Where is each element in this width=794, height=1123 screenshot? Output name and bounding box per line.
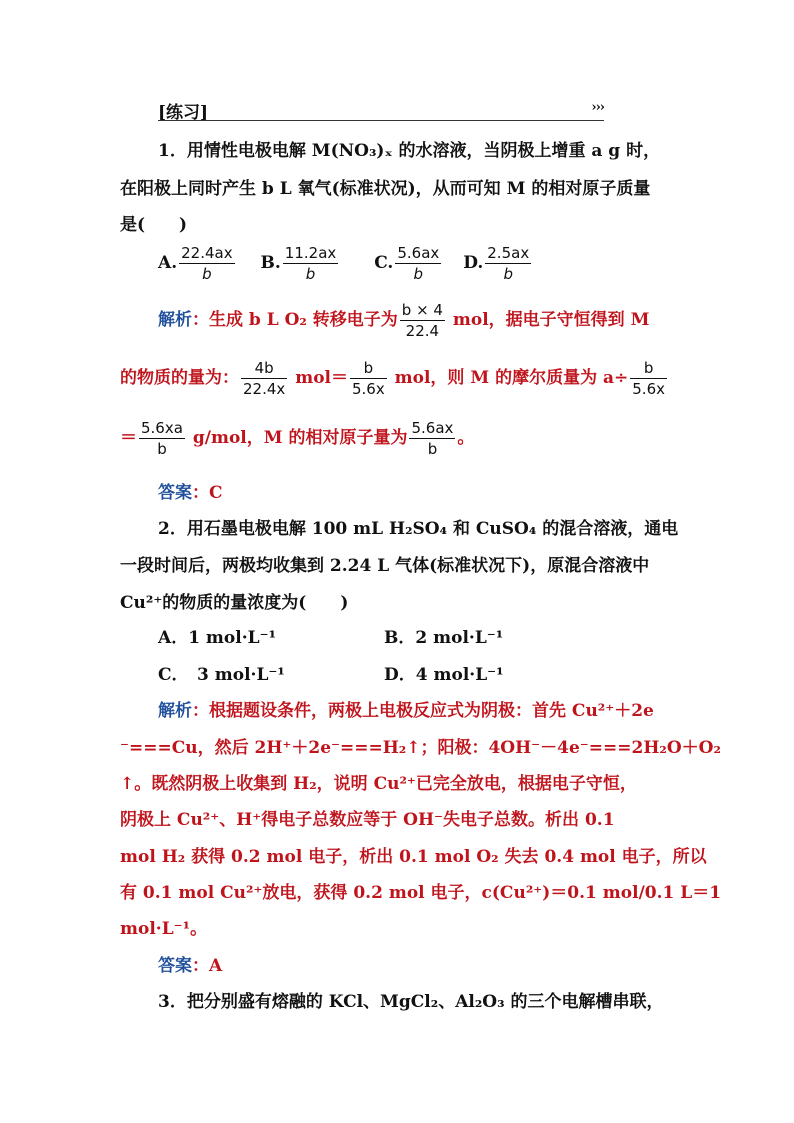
fraction-denominator: b xyxy=(427,440,438,458)
option-c-denominator: b xyxy=(413,265,424,283)
option-c-label: C. xyxy=(374,253,394,273)
fraction-denominator: 22.4 xyxy=(405,322,440,340)
fraction-denominator: 22.4x xyxy=(243,380,286,398)
analysis-fraction xyxy=(409,418,455,459)
analysis-text: g/mol，M 的相对原子量为 xyxy=(186,428,408,448)
analysis-text: 的物质的量为： xyxy=(120,368,239,388)
answer-label: 答案 xyxy=(158,956,192,976)
exercise-header xyxy=(158,98,604,121)
option-a-label: A. xyxy=(158,253,178,273)
q1-option-d xyxy=(463,243,533,284)
option-a-fraction xyxy=(179,243,234,284)
exercise-label: [练习] xyxy=(158,103,209,123)
q2-option-d: D．4 mol·L⁻¹ xyxy=(384,665,504,685)
option-b-numerator: 11.2ax xyxy=(284,244,337,262)
q1-line-2: 在阳极上同时产生 b L 氧气(标准状况)，从而可知 M 的相对原子质量 xyxy=(120,179,651,199)
analysis-text: mol，据电子守恒得到 M xyxy=(446,310,650,330)
q1-options xyxy=(158,243,533,284)
q1-line-3: 是( ) xyxy=(120,215,188,235)
option-c-fraction xyxy=(395,243,441,284)
q2-analysis-line-7: mol·L⁻¹。 xyxy=(120,919,208,939)
q2-option-a: A．1 mol·L⁻¹ xyxy=(158,628,277,648)
analysis-text: ＝ xyxy=(120,428,137,448)
q2-analysis-line-4: 阴极上 Cu²⁺、H⁺得电子总数应等于 OH⁻失电子总数。析出 0.1 xyxy=(120,810,615,830)
option-d-numerator: 2.5ax xyxy=(487,244,530,262)
answer-label: 答案 xyxy=(158,483,192,503)
answer-value: ：C xyxy=(192,483,223,503)
option-c-numerator: 5.6ax xyxy=(397,244,440,262)
option-d-label: D. xyxy=(463,253,484,273)
option-a-denominator: b xyxy=(202,265,212,283)
analysis-fraction xyxy=(139,418,185,459)
q1-answer xyxy=(158,478,223,503)
option-a-numerator: 22.4ax xyxy=(181,244,233,262)
option-b-denominator: b xyxy=(305,265,316,283)
q1-option-c xyxy=(374,243,443,284)
q2-line-2: 一段时间后，两极均收集到 2.24 L 气体(标准状况下)，原混合溶液中 xyxy=(120,556,650,576)
fraction-denominator: b xyxy=(157,440,167,458)
q1-line-1: 1．用情性电极电解 M(NO₃)ₓ 的水溶液，当阴极上增重 a g 时， xyxy=(158,141,661,161)
q1-analysis-line-1 xyxy=(158,300,649,341)
analysis-text: 。 xyxy=(457,428,475,448)
fraction-denominator: 5.6x xyxy=(351,380,385,398)
q1-option-a xyxy=(158,243,237,284)
q2-option-b: B．2 mol·L⁻¹ xyxy=(384,628,504,648)
q3-line-1: 3．把分别盛有熔融的 KCl、MgCl₂、Al₂O₃ 的三个电解槽串联， xyxy=(158,992,664,1012)
analysis-text: ：生成 b L O₂ 转移电子为 xyxy=(192,310,398,330)
chevron-mark-icon: ››› xyxy=(591,100,604,115)
fraction-numerator: b × 4 xyxy=(401,301,443,319)
option-d-fraction xyxy=(485,243,531,284)
q1-analysis-line-2 xyxy=(120,358,669,399)
q2-analysis-line-6: 有 0.1 mol Cu²⁺放电，获得 0.2 mol 电子，c(Cu²⁺)＝0.1 mol/0.1 L＝1 xyxy=(120,883,722,903)
analysis-fraction xyxy=(400,300,445,341)
q2-analysis-line-1 xyxy=(158,696,654,721)
option-b-fraction xyxy=(283,243,338,284)
q1-option-b xyxy=(261,243,341,284)
answer-value: ：A xyxy=(192,956,223,976)
fraction-numerator: b xyxy=(350,358,387,379)
option-d-denominator: b xyxy=(503,265,513,283)
fraction-numerator: 5.6xa xyxy=(141,419,183,437)
fraction-denominator: 5.6x xyxy=(632,380,665,398)
q2-analysis-line-3: ↑。既然阴极上收集到 H₂，说明 Cu²⁺已完全放电，根据电子守恒， xyxy=(120,774,637,794)
fraction-numerator: 4b xyxy=(241,358,287,379)
analysis-text: mol，则 M 的摩尔质量为 a÷ xyxy=(388,368,629,388)
q2-line-1: 2．用石墨电极电解 100 mL H₂SO₄ 和 CuSO₄ 的混合溶液，通电 xyxy=(158,519,679,539)
q2-option-c: C． 3 mol·L⁻¹ xyxy=(158,665,285,685)
q2-line-3: Cu²⁺的物质的量浓度为( ) xyxy=(120,593,349,613)
analysis-fraction xyxy=(241,358,287,399)
fraction-numerator: b xyxy=(630,358,667,379)
analysis-label: 解析 xyxy=(158,701,192,721)
q1-analysis-line-3 xyxy=(120,418,474,459)
q2-answer xyxy=(158,951,222,976)
analysis-text: mol＝ xyxy=(289,368,348,388)
analysis-text: ：根据题设条件，两极上电极反应式为阴极：首先 Cu²⁺＋2e xyxy=(192,701,654,721)
q2-analysis-line-5: mol H₂ 获得 0.2 mol 电子，析出 0.1 mol O₂ 失去 0.4 mol 电子，所以 xyxy=(120,847,707,867)
option-b-label: B. xyxy=(260,253,281,273)
analysis-fraction xyxy=(350,358,387,399)
q2-analysis-line-2: ⁻===Cu，然后 2H⁺＋2e⁻===H₂↑；阳极：4OH⁻－4e⁻===2H₂O＋O₂ xyxy=(120,738,721,758)
fraction-numerator: 5.6ax xyxy=(411,419,454,437)
analysis-fraction xyxy=(630,358,667,399)
analysis-label: 解析 xyxy=(158,310,192,330)
